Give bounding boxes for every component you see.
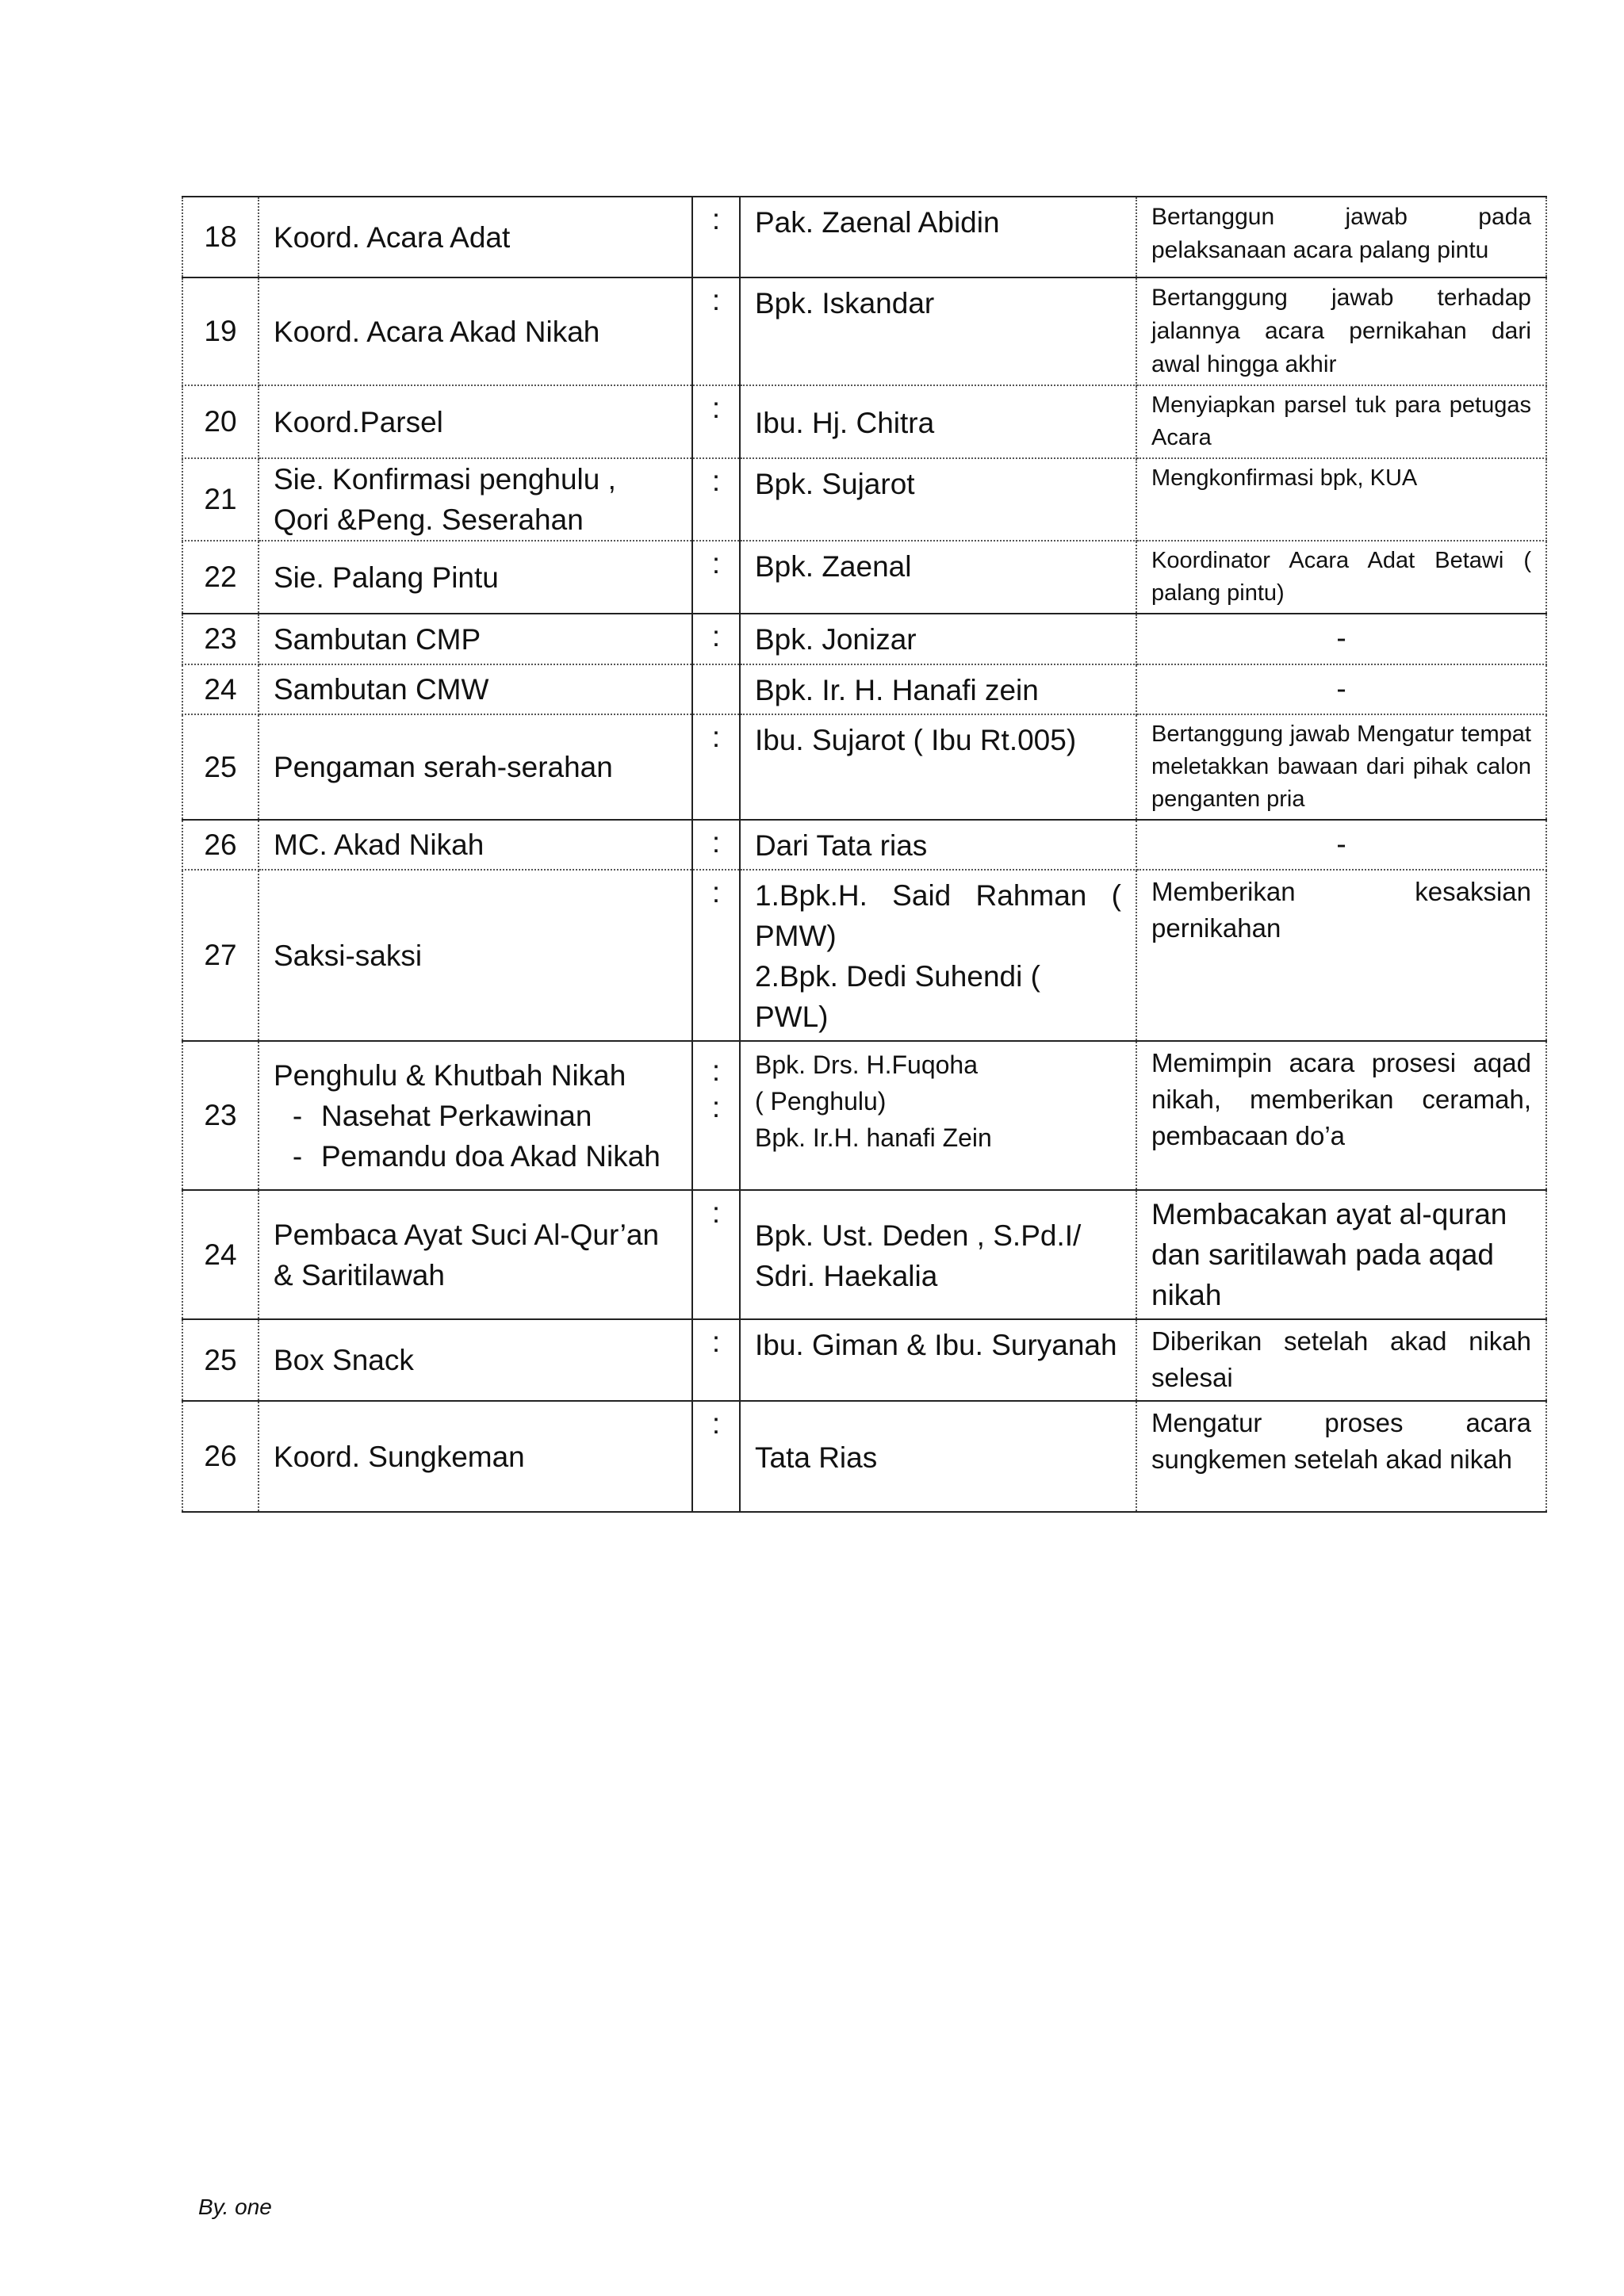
row-number: 24 (182, 1190, 259, 1319)
colon-separator: : (692, 197, 740, 277)
role-cell: Box Snack (259, 1319, 692, 1401)
role-line: & Saritilawah (274, 1258, 445, 1292)
role-subitem (274, 1096, 677, 1136)
colon-separator: : (692, 820, 740, 870)
colon-separator: : (692, 714, 740, 820)
role-cell: Saksi-saksi (259, 870, 692, 1041)
colon-separator: : (692, 277, 740, 385)
role-subitem-label: Nasehat Perkawinan (321, 1099, 592, 1132)
row-number: 25 (182, 1319, 259, 1401)
description-cell: - (1136, 614, 1546, 664)
description-cell: Koordinator Acara Adat Betawi ( palang pintu) (1136, 541, 1546, 614)
row-number: 26 (182, 1401, 259, 1512)
colon-separator (692, 1041, 740, 1190)
list-dash: - (292, 1139, 303, 1173)
colon-separator: : (692, 458, 740, 541)
colon-separator: : (692, 541, 740, 614)
row-number: 23 (182, 1041, 259, 1190)
row-number: 21 (182, 458, 259, 541)
name-cell: Ibu. Hj. Chitra (740, 385, 1136, 458)
name-cell (740, 1041, 1136, 1190)
name-line: 2.Bpk. Dedi Suhendi ( PWL) (755, 960, 1040, 1033)
name-cell: Ibu. Sujarot ( Ibu Rt.005) (740, 714, 1136, 820)
role-line: Pembaca Ayat Suci Al-Qur’an (274, 1218, 660, 1251)
name-line: PMW) (755, 920, 837, 952)
row-number: 20 (182, 385, 259, 458)
committee-table (182, 196, 1547, 1513)
name-line: ( Penghulu) (755, 1087, 887, 1115)
name-cell: Bpk. Jonizar (740, 614, 1136, 664)
role-cell (259, 1041, 692, 1190)
table-row (182, 1401, 1546, 1512)
description-cell: Mengkonfirmasi bpk, KUA (1136, 458, 1546, 541)
name-cell: Bpk. Iskandar (740, 277, 1136, 385)
table-row (182, 1041, 1546, 1190)
colon-separator: : (692, 1190, 740, 1319)
role-cell: Sambutan CMW (259, 664, 692, 714)
colon-separator: : (692, 870, 740, 1041)
name-cell (740, 870, 1136, 1041)
name-line: Sdri. Haekalia (755, 1259, 938, 1292)
table-row (182, 277, 1546, 385)
description-cell: Bertanggung jawab terhadap jalannya acara pernikahan dari awal hingga akhir (1136, 277, 1546, 385)
role-cell: Pengaman serah-serahan (259, 714, 692, 820)
description-cell: Mengatur proses acara sungkemen setelah akad nikah (1136, 1401, 1546, 1512)
name-line: Bpk. Ir.H. hanafi Zein (755, 1123, 992, 1152)
table-row (182, 664, 1546, 714)
name-cell: Bpk. Ir. H. Hanafi zein (740, 664, 1136, 714)
role-subitem (274, 1136, 677, 1177)
name-cell: Pak. Zaenal Abidin (740, 197, 1136, 277)
colon-separator: : (692, 385, 740, 458)
role-subitem-label: Pemandu doa Akad Nikah (321, 1139, 661, 1173)
description-cell: Bertanggung jawab Mengatur tempat meletakkan bawaan dari pihak calon penganten pria (1136, 714, 1546, 820)
description-cell: - (1136, 664, 1546, 714)
colon-separator: : (692, 1319, 740, 1401)
table-row (182, 458, 1546, 541)
row-number: 19 (182, 277, 259, 385)
role-cell: Koord. Acara Adat (259, 197, 692, 277)
description-cell: Menyiapkan parsel tuk para petugas Acara (1136, 385, 1546, 458)
role-cell (259, 1190, 692, 1319)
name-cell: Bpk. Zaenal (740, 541, 1136, 614)
name-cell: Dari Tata rias (740, 820, 1136, 870)
row-number: 26 (182, 820, 259, 870)
description-cell: Membacakan ayat al-quran dan saritilawah pada aqad nikah (1136, 1190, 1546, 1319)
name-cell: Tata Rias (740, 1401, 1136, 1512)
name-line: Bpk. Drs. H.Fuqoha (755, 1050, 978, 1079)
row-number: 22 (182, 541, 259, 614)
table-row (182, 870, 1546, 1041)
description-cell: Memberikan kesaksian pernikahan (1136, 870, 1546, 1041)
name-cell (740, 1190, 1136, 1319)
colon-separator: : (692, 1401, 740, 1512)
colon-separator (692, 664, 740, 714)
description-cell: - (1136, 820, 1546, 870)
description-cell: Diberikan setelah akad nikah selesai (1136, 1319, 1546, 1401)
row-number: 24 (182, 664, 259, 714)
table-row (182, 714, 1546, 820)
colon-separator: : (692, 614, 740, 664)
name-line: Bpk. Ust. Deden , S.Pd.I/ (755, 1219, 1082, 1252)
colon-mark: : (711, 1091, 721, 1123)
list-dash: - (292, 1099, 303, 1132)
description-cell: Bertanggun jawab pada pelaksanaan acara palang pintu (1136, 197, 1546, 277)
colon-mark: : (711, 1054, 721, 1087)
footer-credit: By. one (198, 2195, 272, 2219)
role-cell: Koord. Sungkeman (259, 1401, 692, 1512)
table-row (182, 197, 1546, 277)
table-row (182, 541, 1546, 614)
table-row (182, 1190, 1546, 1319)
row-number: 27 (182, 870, 259, 1041)
role-cell: Koord.Parsel (259, 385, 692, 458)
table-row (182, 385, 1546, 458)
row-number: 25 (182, 714, 259, 820)
role-line: Sie. Konfirmasi penghulu , (274, 463, 616, 496)
role-cell: MC. Akad Nikah (259, 820, 692, 870)
name-cell: Ibu. Giman & Ibu. Suryanah (740, 1319, 1136, 1401)
role-line: Qori &Peng. Seserahan (274, 503, 584, 536)
table-row (182, 820, 1546, 870)
row-number: 23 (182, 614, 259, 664)
role-cell: Koord. Acara Akad Nikah (259, 277, 692, 385)
role-line: Penghulu & Khutbah Nikah (274, 1058, 626, 1092)
row-number: 18 (182, 197, 259, 277)
table-row (182, 1319, 1546, 1401)
table-row (182, 614, 1546, 664)
name-line: 1.Bpk.H. Said Rahman ( (755, 879, 1121, 912)
role-cell: Sambutan CMP (259, 614, 692, 664)
role-cell: Sie. Palang Pintu (259, 541, 692, 614)
role-cell (259, 458, 692, 541)
description-cell: Memimpin acara prosesi aqad nikah, memberikan ceramah, pembacaan do’a (1136, 1041, 1546, 1190)
name-cell: Bpk. Sujarot (740, 458, 1136, 541)
